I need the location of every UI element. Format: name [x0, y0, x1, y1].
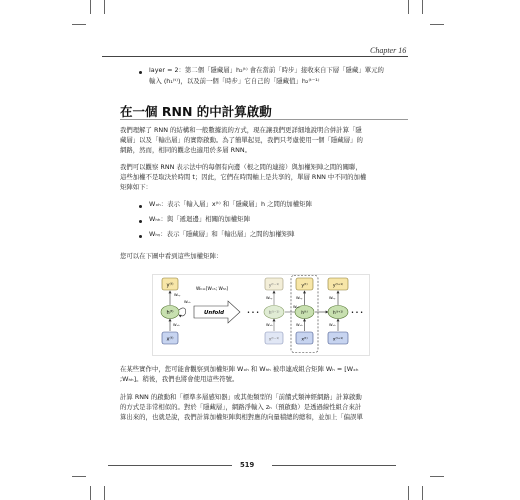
- paragraph-line: 這些加權不是取決於時間 t；因此，它們在時間軸上是共享的，單層 RNN 中不同的加權: [120, 173, 367, 181]
- section-rule: [120, 119, 408, 120]
- weight-label: Wₕᵧ: [296, 296, 303, 300]
- crop-mark: [104, 486, 105, 500]
- weight-label: Wₕₕ: [293, 305, 300, 309]
- paragraph-line: 在某些實作中，您可能會觀察到加權矩陣 Wₓₕ 和 Wₕₕ 被串連成組合矩陣 Wₕ = [Wₓₕ: [120, 365, 359, 373]
- crop-mark: [408, 0, 409, 14]
- footer-rule: [108, 465, 232, 466]
- ellipsis: • • •: [351, 310, 364, 316]
- bullet-dot: [139, 71, 142, 74]
- footer-rule: [272, 465, 396, 466]
- paragraph-line: 藏層」以及「輸出層」的實際啟動。為了簡單起見，我們只考慮使用一個「隱藏層」的: [120, 136, 363, 144]
- bullet-dot: [139, 235, 142, 238]
- weight-label: Wₕₕ: [184, 300, 191, 304]
- weight-item: Wₕₕ：與「遞迴邊」相關的加權矩陣: [149, 215, 250, 223]
- paragraph-line: 矩陣如下：: [120, 183, 152, 191]
- paragraph-line: 我們可以觀察 RNN 表示法中的每個有向邊（根之間的連接）與加權矩陣之間的關聯，: [120, 163, 362, 171]
- section-title: 在一個 RNN 的中計算啟動: [120, 104, 272, 119]
- chapter-header: Chapter 16: [370, 46, 407, 55]
- paragraph-line: 的方式是非常相似的。對於「隱藏層」，網路淨輸入 zₕ（預啟動）是透過線性組合來計: [120, 403, 362, 411]
- crop-mark: [422, 486, 423, 500]
- recurrent-edge: [179, 308, 186, 316]
- weight-label: Wₕᵧ: [266, 296, 273, 300]
- wh-equation: Wₕ=[Wₓₕ; Wₕₕ]: [196, 287, 229, 292]
- rnn-unfold-diagram: [152, 274, 370, 356]
- page-number: 519: [240, 461, 255, 469]
- paragraph-line: 算出來的，也就是說，我們計算加權矩陣與相對應的向量積總的總和，並加上「偏誤單: [120, 413, 363, 421]
- crop-mark: [408, 486, 409, 500]
- node-label: y⁽ᵗ⁾: [301, 283, 308, 289]
- crop-mark: [90, 486, 91, 500]
- node-label: x⁽ᵗ⁺¹⁾: [332, 337, 344, 343]
- node-label: x⁽ᵗ⁻¹⁾: [268, 337, 280, 343]
- weight-label: Wₕᵧ: [174, 293, 181, 297]
- node-label: x⁽ᵗ⁾: [301, 337, 308, 343]
- node-label: y⁽ᵗ⁾: [166, 282, 174, 289]
- crop-mark: [422, 0, 423, 14]
- ellipsis: • • •: [247, 310, 260, 316]
- weight-label: Wₓₕ: [329, 323, 336, 327]
- unfold-label: Unfold: [204, 310, 224, 316]
- crop-mark: [104, 0, 105, 14]
- node-label: y⁽ᵗ⁺¹⁾: [332, 283, 344, 289]
- crop-mark: [90, 0, 91, 14]
- node-label: h⁽ᵗ⁺¹⁾: [332, 311, 344, 316]
- crop-mark: [430, 476, 444, 477]
- weight-label: Wₕᵧ: [329, 296, 336, 300]
- node-label: h⁽ᵗ⁾: [301, 311, 308, 316]
- bullet-dot: [139, 220, 142, 223]
- node-label: h⁽ᵗ⁾: [166, 310, 174, 316]
- paragraph-line: 網路，然而，相同的觀念也適用於多層 RNN。: [120, 146, 252, 154]
- figure-intro: 您可以在下圖中看到這些加權矩陣：: [120, 252, 223, 260]
- weight-label: Wₓₕ: [266, 323, 273, 327]
- paragraph-line: ;Wₕₕ]。稍後，我們也將會使用這些符號。: [120, 375, 239, 383]
- paragraph-line: 計算 RNN 的啟動和「標準多層感知器」或其他類型的「前饋式類神經網路」計算啟動: [120, 393, 362, 401]
- crop-mark: [72, 476, 86, 477]
- node-label: x⁽ᵗ⁾: [166, 336, 174, 343]
- node-label: y⁽ᵗ⁻¹⁾: [268, 283, 280, 289]
- crop-mark: [72, 24, 86, 25]
- weight-label: Wₓₕ: [296, 323, 303, 327]
- bullet-dot: [139, 205, 142, 208]
- crop-mark: [430, 24, 444, 25]
- header-rule: [102, 56, 408, 57]
- paragraph-line: 我們理解了 RNN 的結構和一般數據流的方式，現在讓我們更詳細地說明合併計算「隱: [120, 126, 362, 134]
- bullet-line: 輸入 (h₁⁽ᵗ⁾)，以及前一個「時步」它自己的「隱藏值」h₂⁽ᵗ⁻¹⁾: [149, 77, 320, 85]
- weight-item: Wₓₕ：表示「輸入層」x⁽ᵗ⁾ 和「隱藏層」h 之間的加權矩陣: [149, 200, 312, 208]
- weight-item: Wₕᵧ：表示「隱藏層」和「輸出層」之間的加權矩陣: [149, 230, 295, 238]
- weight-label: Wₓₕ: [173, 323, 180, 327]
- bullet-line: layer = 2：第二個「隱藏層」h₂⁽ᵗ⁾ 會在當前「時步」接收來自下層「隱藏」單元的: [149, 66, 384, 74]
- node-label: h⁽ᵗ⁻¹⁾: [268, 311, 280, 316]
